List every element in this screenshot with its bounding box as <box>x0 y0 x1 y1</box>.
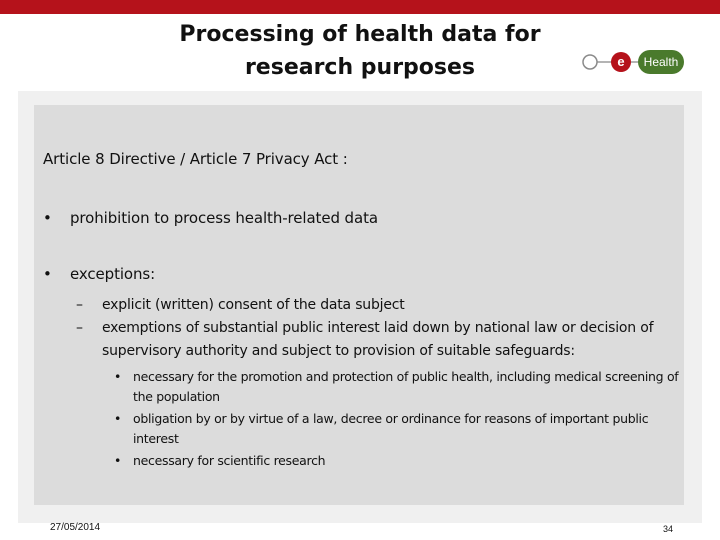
bullet-marker: • <box>114 369 122 384</box>
safeguard-item <box>114 451 684 471</box>
dash-marker: – <box>76 297 83 313</box>
bullet-text: prohibition to process health-related data <box>70 209 378 227</box>
safeguard-text: necessary for the promotion and protection of public health, including medical screening of the population <box>133 369 679 404</box>
top-accent-bar <box>0 0 720 14</box>
safeguard-item <box>114 367 684 406</box>
bullet-text: exceptions: <box>70 265 156 283</box>
sub-item-text: exemptions of substantial public interest laid down by national law or decision of supervisory authority and subject to provision of suitable safeguards: <box>102 320 654 359</box>
safeguard-text: obligation by or by virtue of a law, decree or ordinance for reasons of important public interest <box>133 411 649 446</box>
bullet-marker: • <box>114 411 122 426</box>
sub-list-item <box>76 317 682 363</box>
sub-list-item <box>76 294 682 317</box>
article-heading: Article 8 Directive / Article 7 Privacy Act : <box>43 150 348 168</box>
slide-title <box>150 18 570 84</box>
safeguard-text: necessary for scientific research <box>133 453 326 468</box>
logo-word: Health <box>643 55 679 69</box>
bullet-marker: • <box>43 209 52 227</box>
logo-small-circle-icon <box>583 55 597 69</box>
logo-letter: e <box>617 54 625 69</box>
ehealth-logo <box>576 44 686 80</box>
footer-date: 27/05/2014 <box>50 522 101 533</box>
slide-title-line-1: Processing of health data for <box>179 22 541 47</box>
dash-marker: – <box>76 320 83 336</box>
safeguards-list <box>114 367 684 474</box>
slide-title-line-2: research purposes <box>244 55 476 80</box>
bullet-marker: • <box>43 265 52 283</box>
bullet-marker: • <box>114 453 122 468</box>
sub-item-text: explicit (written) consent of the data subject <box>102 297 405 313</box>
exceptions-sub-list <box>76 294 682 363</box>
page-number: 34 <box>663 524 674 534</box>
safeguard-item <box>114 409 684 448</box>
